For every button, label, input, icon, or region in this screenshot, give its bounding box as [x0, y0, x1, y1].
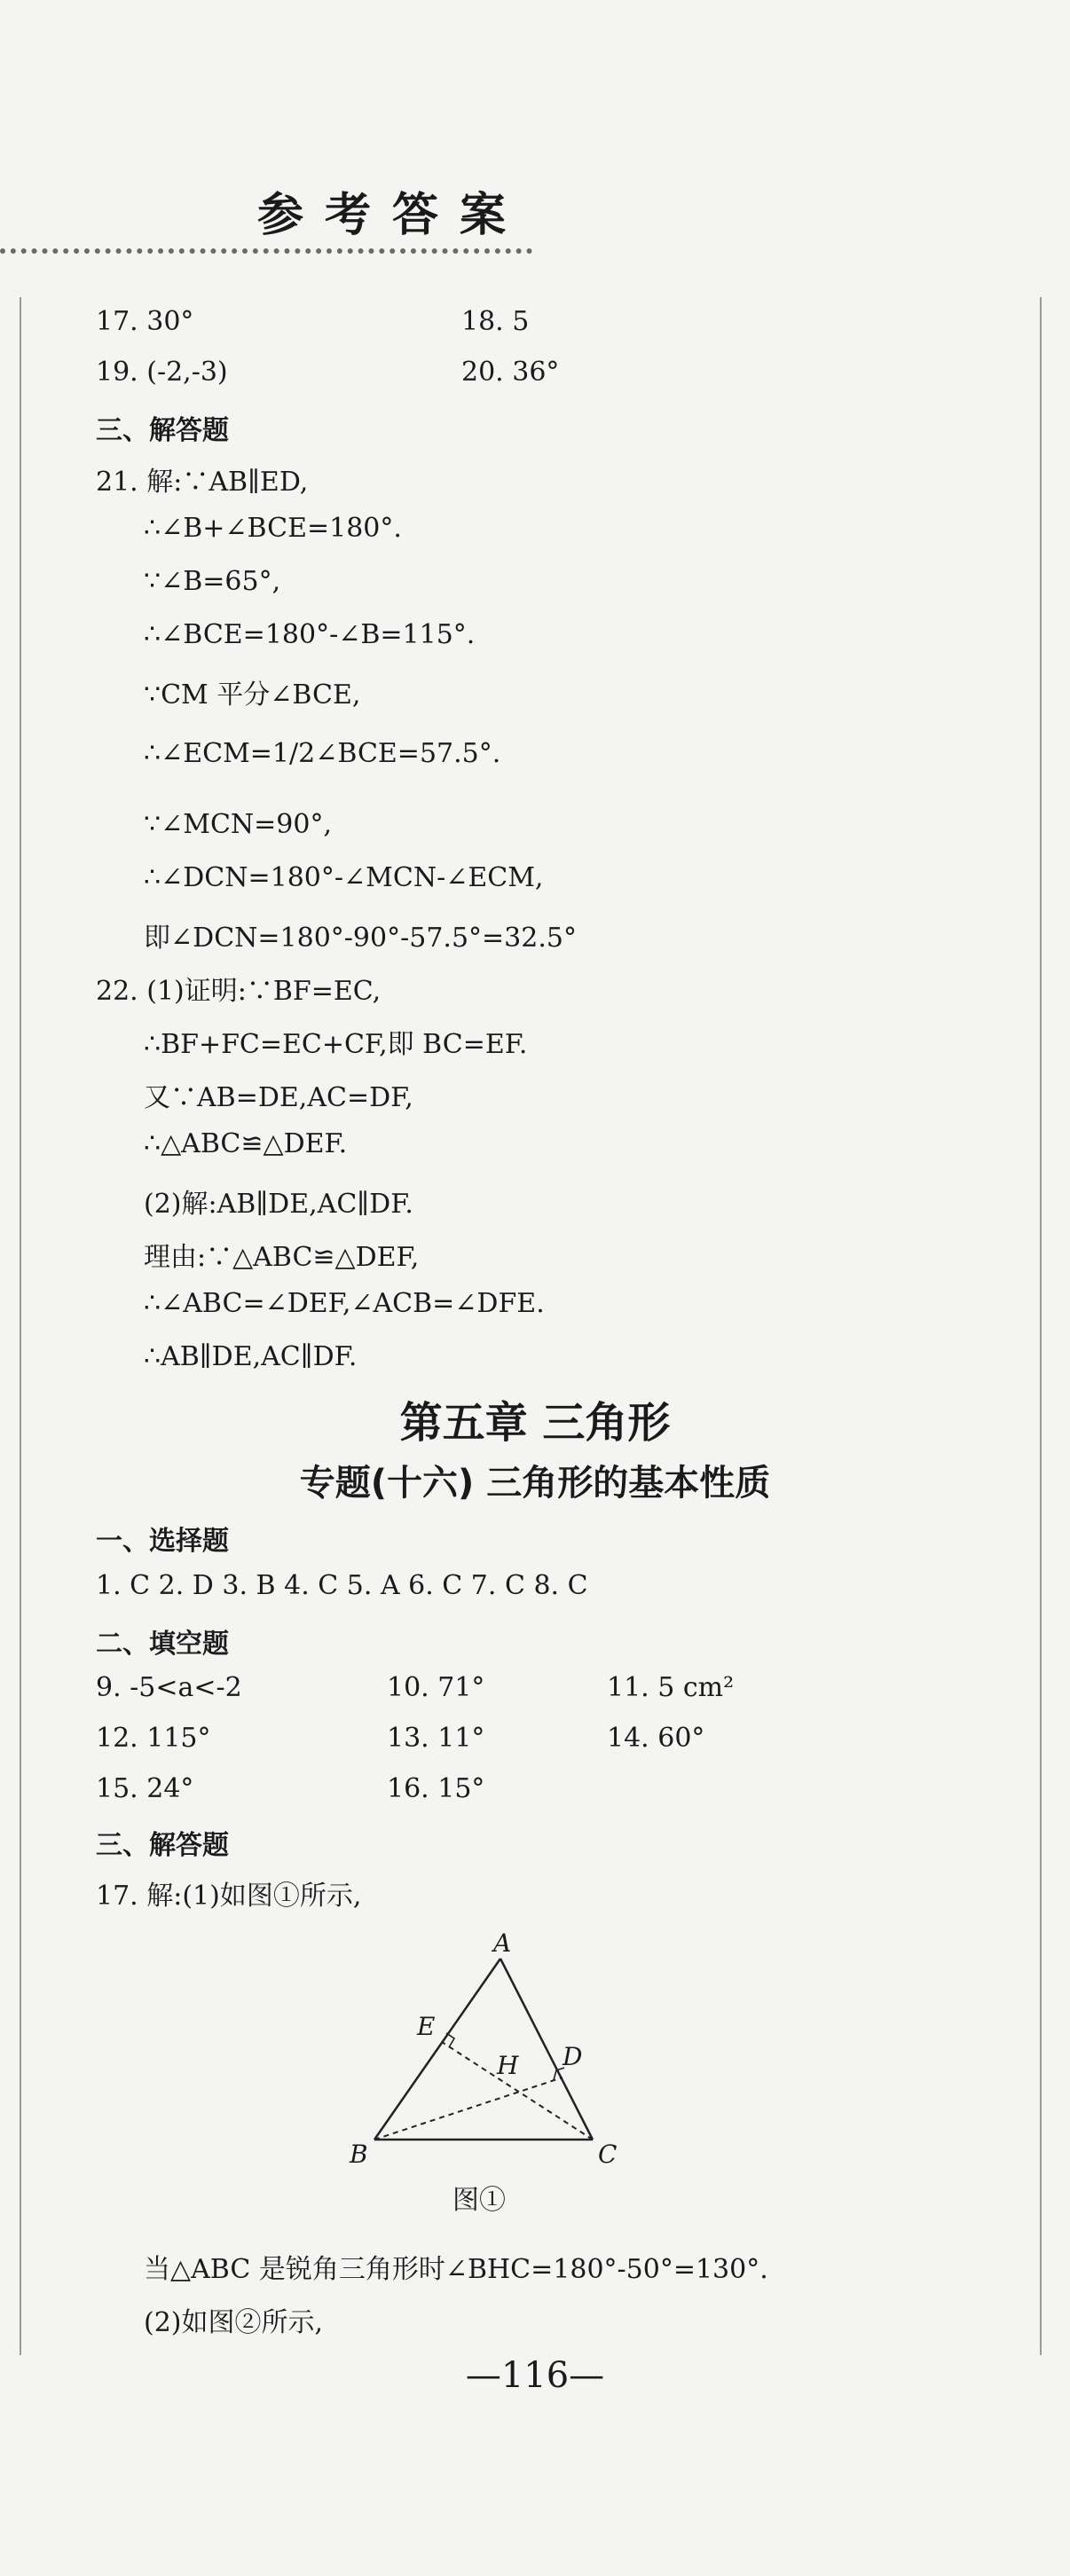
triangle-figure: [328, 1925, 648, 2173]
dotted-divider: [0, 248, 532, 254]
answer-17: 17. 30°: [96, 306, 194, 337]
altitude-bd: [374, 2077, 563, 2140]
fill-answer: 10. 71°: [387, 1672, 485, 1703]
answer-20: 20. 36°: [461, 357, 560, 388]
fill-answer: 9. -5<a<-2: [96, 1672, 242, 1703]
q17-line: 17. 解:(1)如图①所示,: [96, 1881, 362, 1912]
vertex-label-c: C: [598, 2140, 618, 2169]
q21-line: ∴∠DCN=180°-∠MCN-∠ECM,: [144, 862, 544, 893]
q21-line: ∵CM 平分∠BCE,: [144, 679, 361, 711]
q22-line: ∴BF+FC=EC+CF,即 BC=EF.: [144, 1029, 528, 1060]
q21-line: ∵∠MCN=90°,: [144, 809, 332, 840]
page-title: 参考答案: [257, 189, 528, 242]
q17-line: 当△ABC 是锐角三角形时∠BHC=180°-50°=130°.: [144, 2254, 768, 2285]
q21-line: ∴∠BCE=180°-∠B=115°.: [144, 619, 476, 650]
fill-answer: 15. 24°: [96, 1773, 194, 1804]
point-label-e: E: [417, 2012, 436, 2041]
q21-line: 21. 解:∵AB∥ED,: [96, 467, 309, 498]
side-ab: [374, 1959, 500, 2140]
answer-19: 19. (-2,-3): [96, 357, 228, 388]
choice-answers: 1. C 2. D 3. B 4. C 5. A 6. C 7. C 8. C: [96, 1570, 588, 1601]
q21-line: ∵∠B=65°,: [144, 566, 281, 597]
section-heading-fill: 二、填空题: [96, 1629, 229, 1660]
q21-line: ∴∠ECM=1/2∠BCE=57.5°.: [144, 738, 501, 769]
q21-line: ∴∠B+∠BCE=180°.: [144, 513, 402, 544]
answer-18: 18. 5: [461, 306, 530, 337]
topic-title: 专题(十六) 三角形的基本性质: [299, 1463, 771, 1504]
q22-line: ∴∠ABC=∠DEF,∠ACB=∠DFE.: [144, 1288, 545, 1319]
q22-line: 22. (1)证明:∵BF=EC,: [96, 976, 382, 1007]
page-number: —116—: [465, 2355, 605, 2396]
fill-answer: 12. 115°: [96, 1723, 211, 1754]
fill-answer: 13. 11°: [387, 1723, 485, 1754]
q22-line: ∴AB∥DE,AC∥DF.: [144, 1341, 358, 1372]
point-label-d: D: [563, 2042, 583, 2071]
right-margin-rule: [1040, 297, 1042, 2355]
chapter-title: 第五章 三角形: [399, 1398, 671, 1448]
section-heading-solve-2: 三、解答题: [96, 1830, 229, 1861]
left-margin-rule: [20, 297, 21, 2355]
section-heading-solve: 三、解答题: [96, 415, 229, 446]
q22-line: 又∵AB=DE,AC=DF,: [144, 1082, 413, 1113]
section-heading-choice: 一、选择题: [96, 1526, 229, 1557]
vertex-label-b: B: [350, 2140, 368, 2169]
vertex-label-a: A: [493, 1928, 512, 1958]
fill-answer: 11. 5 cm²: [607, 1672, 735, 1703]
fill-answer: 16. 15°: [387, 1773, 485, 1804]
q22-line: (2)解:AB∥DE,AC∥DF.: [144, 1189, 413, 1220]
fill-answer: 14. 60°: [607, 1723, 705, 1754]
figure-caption: 图①: [452, 2185, 506, 2216]
q22-line: 理由:∵△ABC≌△DEF,: [144, 1242, 420, 1273]
q22-line: ∴△ABC≌△DEF.: [144, 1128, 348, 1159]
q17-line: (2)如图②所示,: [144, 2307, 324, 2338]
point-label-h: H: [497, 2051, 519, 2080]
q21-line: 即∠DCN=180°-90°-57.5°=32.5°: [144, 923, 577, 954]
